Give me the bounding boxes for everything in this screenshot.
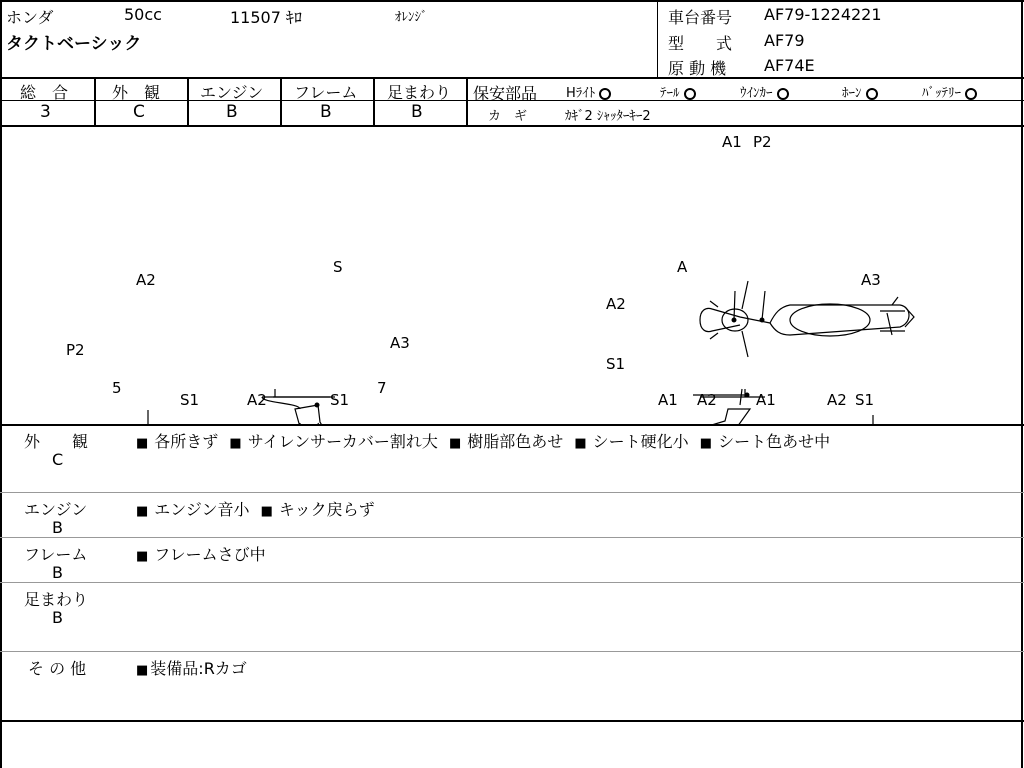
note-grade-exterior: C bbox=[52, 450, 64, 469]
grade-col-divider-1 bbox=[94, 77, 96, 127]
key-label: カ ギ bbox=[488, 109, 528, 124]
scooter-diagram bbox=[0, 127, 1024, 425]
diagram-label: 5 bbox=[112, 379, 122, 397]
grade-frame-label: フレーム bbox=[294, 83, 358, 102]
frame-no: AF79-1224221 bbox=[764, 5, 882, 24]
model-name: タクトベーシック bbox=[6, 34, 142, 54]
diagram-label: P2 bbox=[66, 341, 85, 359]
safety-item-headlight bbox=[566, 82, 611, 101]
status-circle-icon bbox=[599, 88, 611, 100]
bullet-icon: ■ bbox=[136, 549, 149, 564]
divider-note-2 bbox=[0, 537, 1024, 538]
note-label-engine: エンジン bbox=[24, 500, 88, 519]
diagram-label: P2 bbox=[753, 133, 772, 151]
divider-header bbox=[0, 77, 1024, 79]
diagram-label: S bbox=[333, 258, 343, 276]
note-items-frame bbox=[136, 542, 266, 565]
note-item: 樹脂部色あせ bbox=[467, 432, 564, 451]
header-vertical-divider bbox=[657, 0, 658, 77]
grade-exterior: C bbox=[133, 102, 145, 122]
bullet-icon: ■ bbox=[136, 663, 149, 678]
status-circle-icon bbox=[965, 88, 977, 100]
grade-suspension-label: 足まわり bbox=[387, 83, 452, 102]
diagram-label: A bbox=[677, 258, 688, 276]
safety-item-label: ﾃｰﾙ bbox=[660, 86, 680, 101]
diagram-label: A2 bbox=[827, 391, 847, 409]
grade-overall-label: 総 合 bbox=[20, 83, 69, 102]
safety-title: 保安部品 bbox=[473, 84, 538, 103]
note-items-exterior bbox=[136, 429, 830, 452]
grade-engine: B bbox=[226, 102, 238, 122]
safety-item-label: ﾊﾞｯﾃﾘｰ bbox=[922, 86, 961, 101]
note-item: 各所きず bbox=[154, 432, 219, 451]
mileage: 11507 ｷﾛ bbox=[230, 8, 302, 27]
status-circle-icon bbox=[684, 88, 696, 100]
diagram-label: A1 bbox=[722, 133, 742, 151]
diagram-label: S1 bbox=[606, 355, 626, 373]
note-grade-frame: B bbox=[52, 563, 63, 582]
note-label-suspension: 足まわり bbox=[24, 590, 89, 609]
diagram-label: A2 bbox=[697, 391, 717, 409]
note-item: 装備品:Rカゴ bbox=[150, 659, 247, 678]
diagram-label: S1 bbox=[855, 391, 875, 409]
frame-border-top bbox=[0, 0, 1024, 2]
note-item: シート色あせ中 bbox=[718, 432, 831, 451]
engine-label: 原 動 機 bbox=[668, 59, 727, 78]
status-circle-icon bbox=[777, 88, 789, 100]
note-label-other: そ の 他 bbox=[28, 659, 87, 678]
safety-item-label: ﾎｰﾝ bbox=[842, 86, 862, 101]
safety-item-winker bbox=[740, 82, 789, 101]
type-value: AF79 bbox=[764, 31, 805, 50]
safety-item-horn bbox=[842, 82, 878, 101]
note-item: フレームさび中 bbox=[154, 545, 266, 564]
grade-suspension: B bbox=[411, 102, 423, 122]
grade-col-divider-5 bbox=[466, 77, 468, 127]
note-item: エンジン音小 bbox=[154, 500, 250, 519]
bullet-icon: ■ bbox=[136, 504, 149, 519]
frame-no-label: 車台番号 bbox=[668, 8, 733, 27]
bullet-icon: ■ bbox=[699, 436, 713, 451]
note-label-frame: フレーム bbox=[24, 545, 88, 564]
divider-note-4 bbox=[0, 651, 1024, 652]
displacement: 50cc bbox=[124, 5, 162, 24]
diagram-label: A2 bbox=[136, 271, 156, 289]
diagram-label: 7 bbox=[377, 379, 387, 397]
key-value: ｶｷﾞ2 ｼｬｯﾀｰｷｰ2 bbox=[565, 109, 651, 124]
engine-value: AF74E bbox=[764, 56, 815, 75]
safety-item-label: Hﾗｲﾄ bbox=[566, 86, 596, 101]
type-label: 型 式 bbox=[668, 34, 733, 53]
note-grade-engine: B bbox=[52, 518, 63, 537]
note-items-engine bbox=[136, 497, 375, 520]
diagram-label: A1 bbox=[658, 391, 678, 409]
bullet-icon: ■ bbox=[448, 436, 462, 451]
grade-engine-label: エンジン bbox=[200, 83, 264, 102]
diagram-label: A3 bbox=[861, 271, 881, 289]
grade-exterior-label: 外 観 bbox=[112, 83, 161, 102]
color: ｵﾚﾝｼﾞ bbox=[395, 10, 428, 25]
status-circle-icon bbox=[866, 88, 878, 100]
grade-overall: 3 bbox=[40, 102, 51, 122]
safety-item-label: ｳｲﾝｶｰ bbox=[740, 86, 773, 101]
note-label-exterior: 外 観 bbox=[24, 432, 89, 451]
divider-note-3 bbox=[0, 582, 1024, 583]
bullet-icon: ■ bbox=[229, 436, 242, 451]
safety-item-tail bbox=[660, 82, 696, 101]
diagram-label: A2 bbox=[247, 391, 267, 409]
note-items-other bbox=[136, 656, 247, 679]
grade-frame: B bbox=[320, 102, 332, 122]
note-item: サイレンサーカバー割れ大 bbox=[247, 432, 438, 451]
note-item: キック戻らず bbox=[278, 500, 375, 519]
grade-col-divider-4 bbox=[373, 77, 375, 127]
diagram-label: A2 bbox=[606, 295, 626, 313]
grade-col-divider-2 bbox=[187, 77, 189, 127]
maker: ホンダ bbox=[6, 8, 54, 27]
grade-col-divider-3 bbox=[280, 77, 282, 127]
note-item: シート硬化小 bbox=[592, 432, 689, 451]
bullet-icon: ■ bbox=[260, 504, 273, 519]
safety-item-battery bbox=[922, 82, 977, 101]
diagram-label: S1 bbox=[180, 391, 200, 409]
diagram-label: A3 bbox=[390, 334, 410, 352]
divider-note-1 bbox=[0, 492, 1024, 493]
divider-bottom bbox=[0, 720, 1024, 722]
diagram-label: S1 bbox=[330, 391, 350, 409]
note-grade-suspension: B bbox=[52, 608, 63, 627]
diagram-label: A1 bbox=[756, 391, 776, 409]
bullet-icon: ■ bbox=[136, 436, 149, 451]
bullet-icon: ■ bbox=[574, 436, 587, 451]
